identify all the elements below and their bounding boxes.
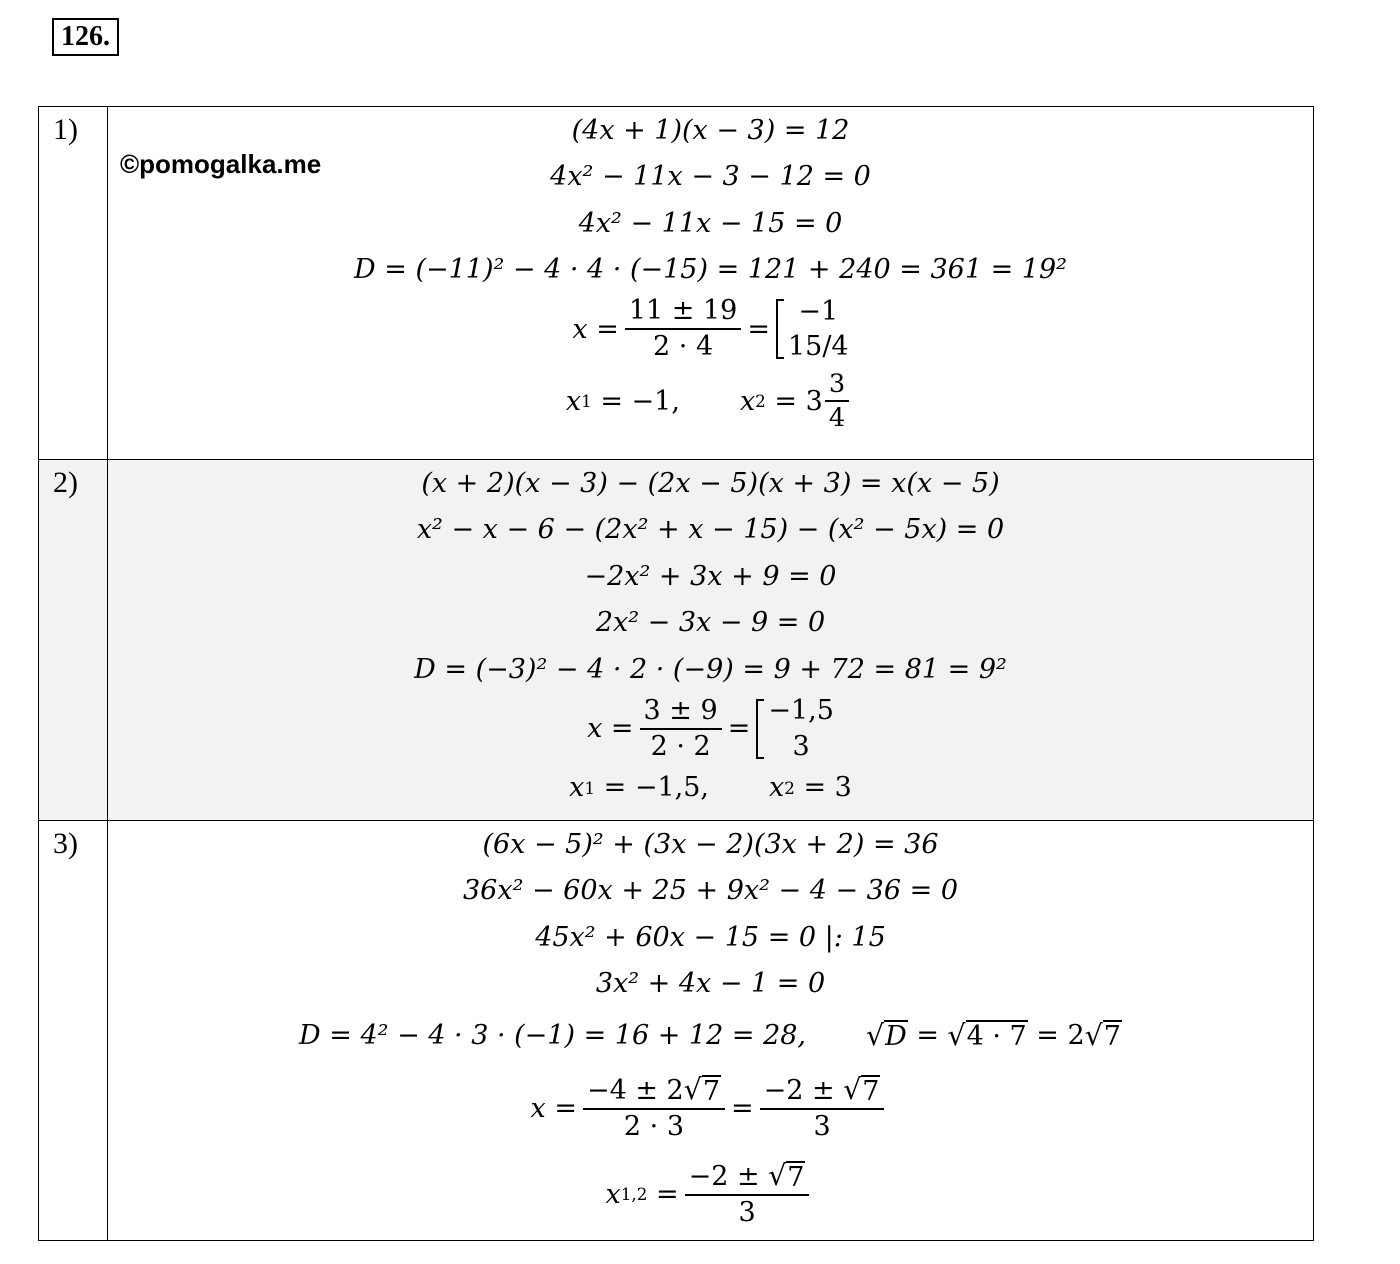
root-b: 3 xyxy=(792,730,810,762)
math-line xyxy=(108,507,1313,554)
radicand: 7 xyxy=(787,1161,805,1193)
math-line xyxy=(108,961,1313,1008)
fraction-denominator: 2 · 4 xyxy=(653,331,714,362)
equation-text: 4x² − 11x − 3 − 12 = 0 xyxy=(550,161,871,193)
math-line: x 1,2 = −2 ± √ 7 3 xyxy=(108,1153,1313,1235)
equation-text: 36x² − 60x + 25 + 9x² − 4 − 36 = 0 xyxy=(462,875,959,907)
fraction xyxy=(760,1073,885,1143)
coefficient: 2 xyxy=(1067,1019,1085,1051)
row-label: 1) xyxy=(39,107,108,460)
discriminant-text: D = (−3)² − 4 · 2 · (−9) = 9 + 72 = 81 = 9² xyxy=(414,653,1007,685)
equation-text: −2x² + 3x + 9 = 0 xyxy=(584,560,837,592)
fraction-numerator: −2 ± √ 7 xyxy=(685,1159,810,1196)
numerator-text: −4 ± 2 xyxy=(586,1075,684,1107)
math-line xyxy=(108,107,1313,154)
fraction xyxy=(640,695,722,763)
radicand: 7 xyxy=(702,1075,720,1107)
roots-bracket xyxy=(756,693,834,763)
fraction-numerator: −2 ± √ 7 xyxy=(760,1073,885,1110)
fraction xyxy=(583,1073,725,1143)
math-line: x = $\frac{11 \pm 19}{2 \cdot 4}$ = −1 15/4 xyxy=(108,293,1313,365)
math-line xyxy=(108,868,1313,915)
fraction-denominator: 3 xyxy=(813,1111,831,1142)
root-a: −1 xyxy=(798,295,839,327)
fraction-numerator: 11 ± 19 xyxy=(625,295,742,330)
solution-cell xyxy=(108,107,1314,460)
math-line: x 1 = −1, x 2 = 3 $\frac{3}{4}$ xyxy=(108,365,1313,437)
row-label: 3) xyxy=(39,821,108,1241)
root-x1: −1,5, xyxy=(634,772,709,804)
sqrt-expression: √ D xyxy=(866,1018,907,1052)
math-line xyxy=(108,200,1313,247)
math-line xyxy=(108,247,1313,294)
equation-text: (6x − 5)² + (3x − 2)(3x + 2) = 36 xyxy=(482,828,939,860)
root-x1: −1, xyxy=(631,385,680,417)
radicand: 7 xyxy=(1103,1020,1121,1052)
math-line xyxy=(108,600,1313,647)
math-line: D = 4² − 4 · 3 · (−1) = 16 + 12 = 28, √ D = √ 4 · 7 = 2 √ 7 xyxy=(299,1018,1121,1052)
math-line: x = −4 ± 2 √ 7 2 · 3 = −2 ± √ 7 3 xyxy=(108,1063,1313,1153)
fraction-numerator: −4 ± 2 √ 7 xyxy=(583,1073,725,1110)
math-line xyxy=(108,553,1313,600)
radicand: 7 xyxy=(862,1075,880,1107)
math-line xyxy=(108,821,1313,868)
roots-bracket xyxy=(776,294,849,364)
task-number-badge: 126. xyxy=(52,18,119,56)
fraction-denominator: 3 xyxy=(738,1197,756,1228)
solution-cell xyxy=(108,460,1314,821)
row-label: 2) xyxy=(39,460,108,821)
discriminant-text: D = 4² − 4 · 3 · (−1) = 16 + 12 = 28, xyxy=(299,1019,807,1051)
equation-text: 4x² − 11x − 15 = 0 xyxy=(578,207,843,239)
radicand: D xyxy=(885,1020,907,1052)
sqrt-expression: √ 7 xyxy=(1084,1018,1121,1052)
radicand: 4 · 7 xyxy=(966,1020,1027,1052)
root-b: 15/4 xyxy=(787,331,849,362)
table-row xyxy=(39,460,1314,821)
math-line xyxy=(108,646,1313,693)
watermark: ©pomogalka.me xyxy=(120,149,322,179)
fraction xyxy=(685,1159,810,1229)
numerator-text: −2 ± xyxy=(763,1075,844,1107)
equation-text: (x + 2)(x − 3) − (2x − 5)(x + 3) = x(x − 5) xyxy=(421,467,1000,499)
equation-text: 45x² + 60x − 15 = 0 |: 15 xyxy=(535,921,886,953)
fraction-numerator: 3 xyxy=(825,369,849,402)
fraction-denominator: 2 · 2 xyxy=(650,730,711,762)
fraction xyxy=(825,369,849,434)
root-x2-whole: 3 xyxy=(805,385,823,417)
math-line xyxy=(108,914,1313,961)
solution-cell xyxy=(108,821,1314,1241)
fraction-denominator: 2 · 3 xyxy=(623,1111,685,1142)
math-line: x 1 = −1,5, x 2 = 3 xyxy=(569,772,852,804)
math-line xyxy=(108,460,1313,507)
equation-text: 2x² − 3x − 9 = 0 xyxy=(595,607,826,639)
root-a: −1,5 xyxy=(768,695,834,727)
math-line: x = $\frac{3 \pm 9}{2 \cdot 2}$ = −1,5 3 xyxy=(108,693,1313,765)
equation-text: x² − x − 6 − (2x² + x − 15) − (x² − 5x) = 0 xyxy=(416,514,1005,546)
fraction xyxy=(625,295,742,363)
root-x2: 3 xyxy=(834,772,852,804)
discriminant-text: D = (−11)² − 4 · 4 · (−15) = 121 + 240 = 361 = 19² xyxy=(354,254,1067,286)
equation-text: 3x² + 4x − 1 = 0 xyxy=(595,968,826,1000)
fraction-numerator: 3 ± 9 xyxy=(640,695,722,730)
table-row xyxy=(39,821,1314,1241)
fraction-denominator: 4 xyxy=(828,403,846,433)
numerator-text: −2 ± xyxy=(688,1161,769,1193)
solution-table xyxy=(38,106,1314,1241)
equation-text: (4x + 1)(x − 3) = 12 xyxy=(571,114,850,146)
sqrt-expression: √ 4 · 7 xyxy=(947,1018,1027,1052)
table-row xyxy=(39,107,1314,460)
